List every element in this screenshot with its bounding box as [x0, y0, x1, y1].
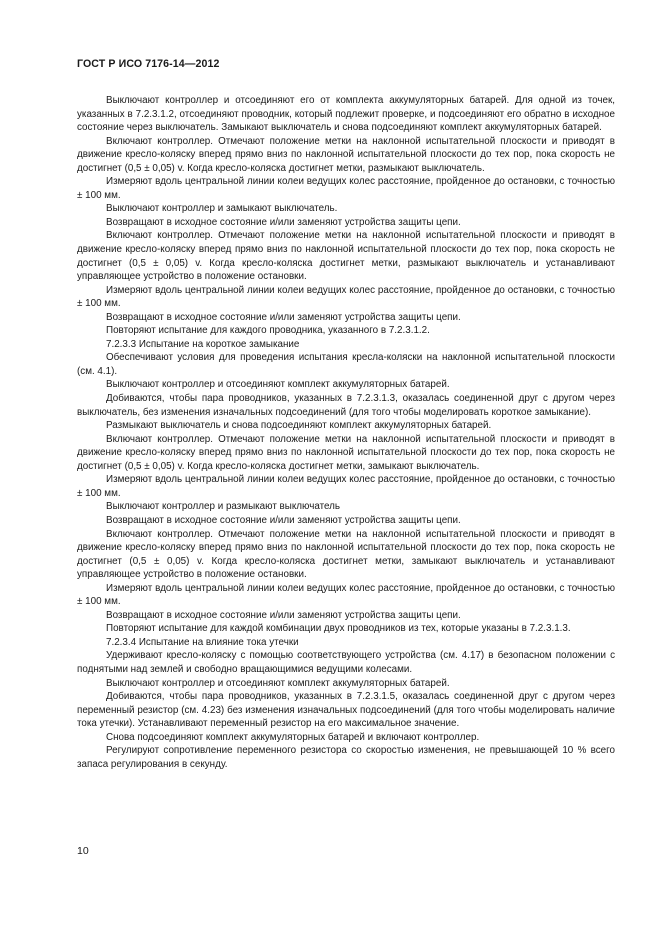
paragraph: Включают контроллер. Отмечают положение метки на наклонной испытательной плоскости и приводят в движение кресло-коляску вперед прямо вниз по наклонной испытательной плоскости до тех пор, пока скорость не достигнет (0,5 ± 0,05) v. Когда кресло-коляска достигнет метки, размыкают выключатель.	[77, 135, 615, 174]
document-body	[77, 94, 615, 771]
paragraph: Измеряют вдоль центральной линии колеи ведущих колес расстояние, пройденное до остановки, с точностью ± 100 мм.	[77, 582, 615, 608]
paragraph: Удерживают кресло-коляску с помощью соответствующего устройства (см. 4.17) в безопасном положении с поднятыми над землей и свободно вращающимися ведущими колесами.	[77, 650, 615, 675]
paragraph: Выключают контроллер и отсоединяют комплект аккумуляторных батарей.	[106, 677, 450, 689]
paragraph: Возвращают в исходное состояние и/или заменяют устройства защиты цепи.	[106, 609, 461, 621]
paragraph: Измеряют вдоль центральной линии колеи ведущих колес расстояние, пройденное до остановки, с точностью ± 100 мм.	[77, 474, 615, 499]
paragraph: Размыкают выключатель и снова подсоединяют комплект аккумуляторных батарей.	[106, 420, 492, 432]
paragraph: Добиваются, чтобы пара проводников, указанных в 7.2.3.1.3, оказалась соединенной друг с другом через выключатель, без изменения изначальных подсоединений (для того чтобы моделировать короткое замыкание).	[77, 393, 615, 418]
paragraph: Обеспечивают условия для проведения испытания кресла-коляски на наклонной испытательной плоскости (см. 4.1).	[77, 352, 615, 377]
section-heading: 7.2.3.3 Испытание на короткое замыкание	[106, 338, 300, 350]
paragraph: Повторяют испытание для каждого проводника, указанного в 7.2.3.1.2.	[106, 325, 430, 337]
paragraph: Измеряют вдоль центральной линии колеи ведущих колес расстояние, пройденное до остановки, с точностью ± 100 мм.	[77, 176, 615, 201]
paragraph: Регулируют сопротивление переменного резистора со скоростью изменения, не превышающей 10 % всего запаса регулирования в секунду.	[77, 745, 615, 770]
paragraph: Выключают контроллер и замыкают выключатель.	[106, 203, 338, 215]
paragraph: Включают контроллер. Отмечают положение метки на наклонной испытательной плоскости и приводят в движение кресло-коляску вперед прямо вниз по наклонной испытательной плоскости до тех пор, пока скорость не достигнет (0,5 ± 0,05) v. Когда кресло-коляска достигнет метки, размыкают выключатель и устанавливают управляющее устройство в положение остановки.	[77, 230, 615, 283]
paragraph: Выключают контроллер и размыкают выключатель	[106, 501, 340, 513]
section-heading: 7.2.3.4 Испытание на влияние тока утечки	[106, 636, 299, 648]
paragraph: Выключают контроллер и отсоединяют комплект аккумуляторных батарей.	[106, 379, 450, 391]
paragraph: Включают контроллер. Отмечают положение метки на наклонной испытательной плоскости и приводят в движение кресло-коляску вперед прямо вниз по наклонной испытательной плоскости до тех пор, пока скорость не достигнет (0,5 ± 0,05) v. Когда кресло-коляска достигнет метки, замыкают выключатель и устанавливают управляющее устройство в положение остановки.	[77, 528, 615, 581]
paragraph: Возвращают в исходное состояние и/или заменяют устройства защиты цепи.	[106, 216, 461, 228]
paragraph: Возвращают в исходное состояние и/или заменяют устройства защиты цепи.	[106, 311, 461, 323]
paragraph: Возвращают в исходное состояние и/или заменяют устройства защиты цепи.	[106, 514, 461, 526]
paragraph: Снова подсоединяют комплект аккумуляторных батарей и включают контроллер.	[106, 731, 480, 743]
paragraph: Добиваются, чтобы пара проводников, указанных в 7.2.3.1.5, оказалась соединенной друг с другом через переменный резистор (см. 4.23) без изменения изначальных подсоединений (для того чтобы моделировать наличие тока утечки). Устанавливают переменный резистор на его максимальное значение.	[77, 691, 615, 730]
page-number: 10	[77, 845, 89, 857]
document-header: ГОСТ Р ИСО 7176-14—2012	[77, 58, 220, 70]
paragraph: Выключают контроллер и отсоединяют его от комплекта аккумуляторных батарей. Для одной из точек, указанных в 7.2.3.1.2, отсоединяют проводник, который подлежит проверке, и подсоединяют его обратно в исходное состояние через выключатель. Замыкают выключатель и снова подсоединяют комплект аккумуляторных батарей.	[77, 95, 615, 134]
paragraph: Измеряют вдоль центральной линии колеи ведущих колес расстояние, пройденное до остановки, с точностью ± 100 мм.	[77, 284, 615, 310]
paragraph: Включают контроллер. Отмечают положение метки на наклонной испытательной плоскости и приводят в движение кресло-коляску вперед прямо вниз по наклонной испытательной плоскости до тех пор, пока скорость не достигнет (0,5 ± 0,05) v. Когда кресло-коляска достигнет метки, замыкают выключатель.	[77, 433, 615, 472]
paragraph: Повторяют испытание для каждой комбинации двух проводников из тех, которые указаны в 7.2.3.1.3.	[106, 623, 571, 635]
